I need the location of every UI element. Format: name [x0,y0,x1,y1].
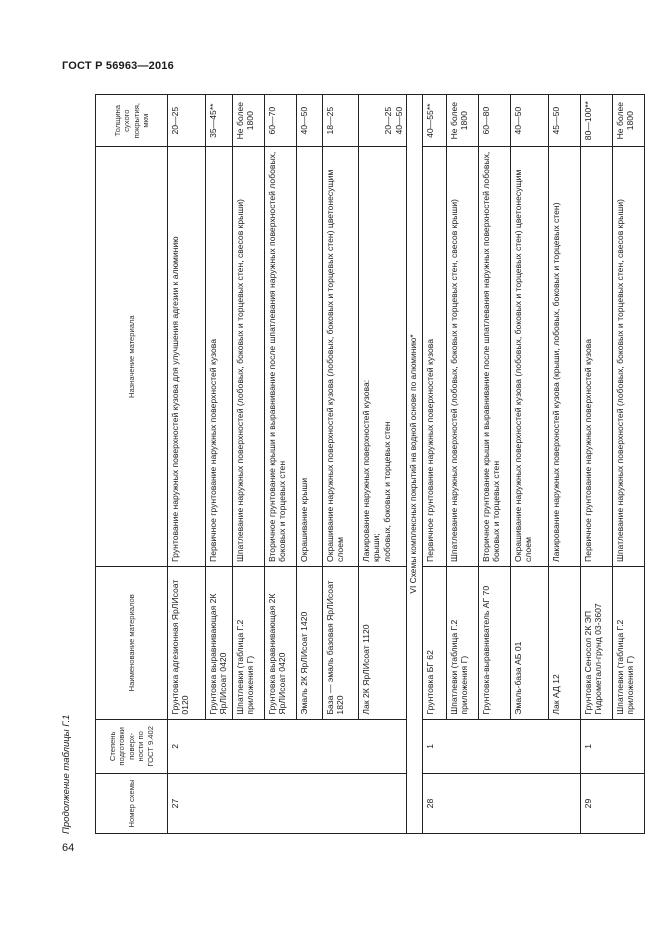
coating-schemes-table [95,94,645,834]
page-number: 64 [62,842,75,854]
material-name: Эмаль 2К ЯрЛИсоат 1420 [297,566,323,719]
material-name: Эмаль-база АБ 01 [511,566,549,719]
dry-thickness: 45—50 [549,95,581,147]
table-caption: Продолжение таблицы Г.1 [61,714,72,834]
material-name: Грунтовка выравнивающая 2К ЯрЛИсоат 0420 [206,566,233,719]
surface-degree: 1 [423,719,581,773]
rotated-table-page [61,34,636,834]
material-name: Грунтовка Сеносол 2К ЭП Гидрометалл-грунд 03-3607 [581,566,613,719]
material-name: База — эмаль базовая ЯрЛИсоат 1820 [323,566,359,719]
table-row [168,95,206,834]
thickness-line: 20—25 [383,106,394,135]
header-scheme-number: Номер схемы [96,774,168,834]
material-purpose: Окрашивание наружных поверхностей кузова (лобовых, боковых и торцевых стен) цветонесущим слоем [511,147,549,567]
document-title: ГОСТ Р 56963—2016 [62,60,174,72]
material-purpose: Шпатлевание наружных поверхностей (лобовых, боковых и торцевых стен, свесов крыши) [447,147,479,567]
surface-degree: 1 [581,719,645,773]
dry-thickness: Не более 1800 [613,95,645,147]
material-purpose: Первичное грунтование наружных поверхностей кузова [423,147,447,567]
material-name: Лак 2К ЯрЛИсоат 1120 [359,566,407,719]
material-name: Грунтовка адгезионная ЯрЛИсоат 0120 [168,566,206,719]
scheme-number: 27 [168,774,407,834]
material-name: Шпатлевки (таблица Г.2 приложения Г) [447,566,479,719]
dry-thickness: 35—45** [206,95,233,147]
header-surface-degree: Степень подготовки поверх- ности по ГОСТ 9.402 [96,719,168,773]
material-purpose: Лакирование наружных поверхностей кузова (крыши, лобовых, боковых и торцевых стен) [549,147,581,567]
thickness-line: 40—50 [393,106,404,135]
material-purpose: Вторичное грунтование крыши и выравнивание после шпатлевания наружных поверхностей лобовых, боковых и торцевых стен [265,147,297,567]
material-purpose: Шпатлевание наружных поверхностей (лобовых, боковых и торцевых стен, свесов крыши) [613,147,645,567]
dry-thickness: 18—25 [323,95,359,147]
table-header-row [96,95,168,834]
material-name: Шпатлевки (таблица Г.2 приложения Г) [233,566,265,719]
surface-degree: 2 [168,719,407,773]
dry-thickness: 40—50 [511,95,549,147]
material-purpose: Окрашивание наружных поверхностей кузова (лобовых, боковых и торцевых стен) цветонесущим слоем [323,147,359,567]
material-name: Грунтовка БГ 62 [423,566,447,719]
section-heading: VI Схемы комплексных покрытий на водной основе по алюминию* [407,95,423,834]
material-purpose [359,147,407,567]
dry-thickness: Не более 1800 [233,95,265,147]
dry-thickness: 40—55** [423,95,447,147]
dry-thickness: 60—70 [265,95,297,147]
material-name: Лак АД 12 [549,566,581,719]
purpose-line: Лакирование наружных поверхностей кузова: [361,379,371,562]
header-dry-thickness: Толщина сухого покрытия, мкм [96,95,168,147]
material-purpose: Грунтование наружных поверхностей кузова для улучшения адгезии к алюминию [168,147,206,567]
dry-thickness [359,95,407,147]
material-purpose: Вторичное грунтование крыши и выравнивание после шпатлевания наружных поверхностей лобовых, боковых и торцевых стен [479,147,511,567]
material-name: Грунтовка-выравниватель АГ 70 [479,566,511,719]
scheme-number: 29 [581,774,645,834]
dry-thickness: Не более 1800 [447,95,479,147]
material-name: Грунтовка выравнивающая 2К ЯрЛИсоат 0420 [265,566,297,719]
header-material-purpose: Назначение материала [96,147,168,567]
purpose-line: крыши; [371,533,382,562]
purpose-line: лобовых, боковых и торцевых стен [381,421,392,562]
dry-thickness: 40—50 [297,95,323,147]
table-row [423,95,447,834]
section-heading-row [407,95,423,834]
material-purpose: Первичное грунтование наружных поверхностей кузова [206,147,233,567]
dry-thickness: 20—25 [168,95,206,147]
dry-thickness: 80—100** [581,95,613,147]
material-name: Шпатлевки (таблица Г.2 приложения Г) [613,566,645,719]
table-row [581,95,613,834]
scheme-number: 28 [423,774,581,834]
material-purpose: Первичное грунтование наружных поверхностей кузова [581,147,613,567]
dry-thickness: 60—80 [479,95,511,147]
header-material-name: Наименование материалов [96,566,168,719]
material-purpose: Шпатлевание наружных поверхностей (лобовых, боковых и торцевых стен, свесов крыши) [233,147,265,567]
material-purpose: Окрашивание крыши [297,147,323,567]
